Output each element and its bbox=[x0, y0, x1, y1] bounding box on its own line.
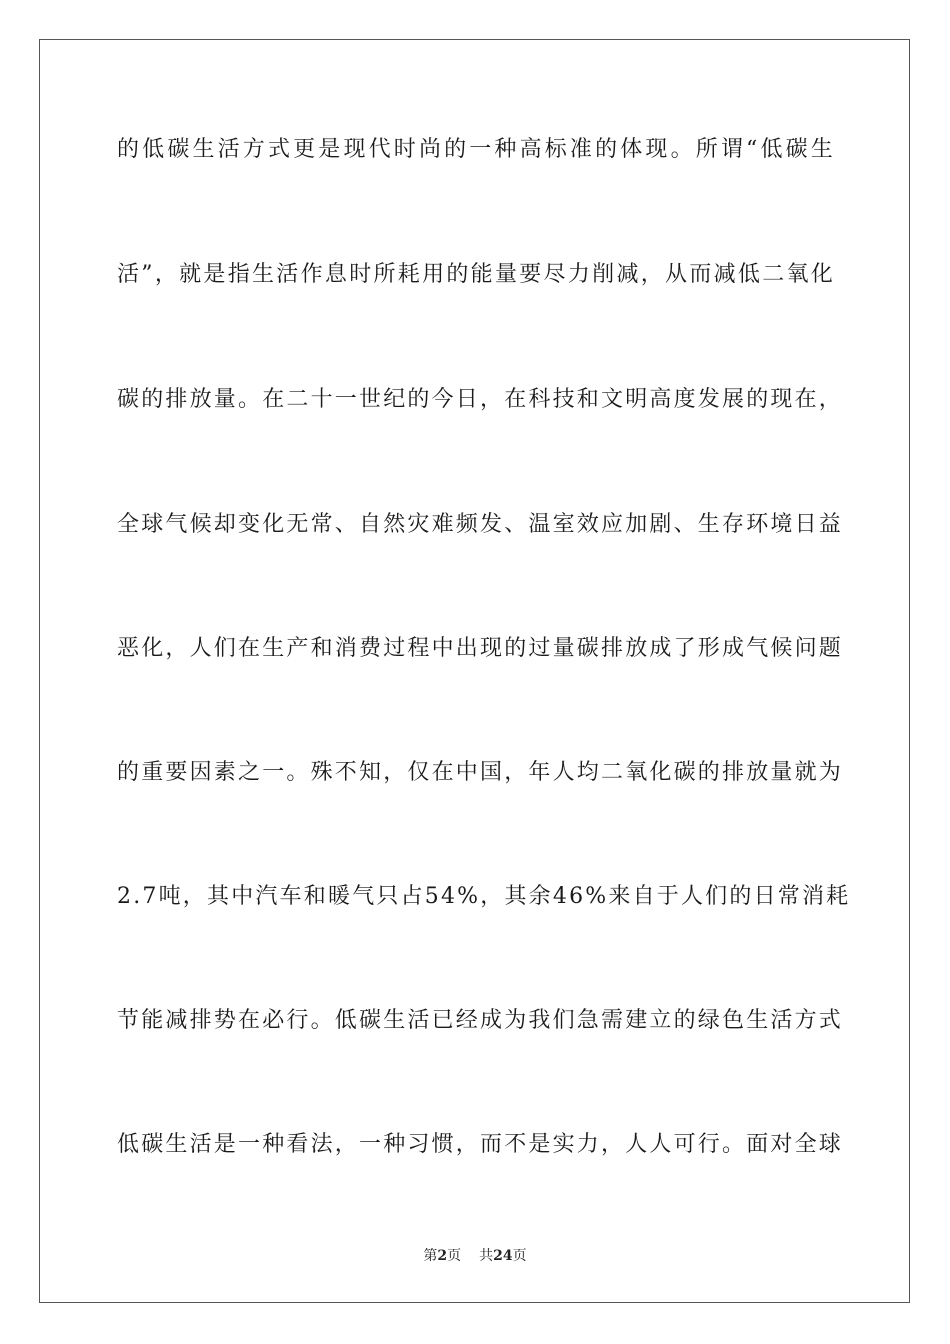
page-suffix: 页 bbox=[447, 1248, 462, 1264]
text-line-3: 碳的排放量。在二十一世纪的今日，在科技和文明高度发展的现在， bbox=[117, 387, 844, 412]
total-pages: 24 bbox=[493, 1248, 513, 1264]
text-line-6: 的重要因素之一。殊不知，仅在中国，年人均二氧化碳的排放量就为 bbox=[117, 760, 844, 785]
page-footer bbox=[0, 1247, 950, 1265]
page-number: 2 bbox=[437, 1248, 448, 1264]
text-line-1: 的低碳生活方式更是现代时尚的一种高标准的体现。所谓“低碳生 bbox=[117, 137, 835, 162]
text-line-7: 2.7吨，其中汽车和暖气只占54%，其余46%来自于人们的日常消耗 bbox=[117, 884, 851, 909]
text-line-8: 节能减排势在必行。低碳生活已经成为我们急需建立的绿色生活方式 bbox=[117, 1008, 844, 1033]
text-line-4: 全球气候却变化无常、自然灾难频发、温室效应加剧、生存环境日益 bbox=[117, 512, 844, 537]
text-line-5: 恶化，人们在生产和消费过程中出现的过量碳排放成了形成气候问题 bbox=[117, 636, 844, 661]
text-line-9: 低碳生活是一种看法，一种习惯，而不是实力，人人可行。面对全球 bbox=[117, 1132, 844, 1157]
total-suffix: 页 bbox=[512, 1248, 527, 1264]
total-prefix: 共 bbox=[479, 1248, 494, 1264]
page-border bbox=[39, 39, 910, 1303]
text-line-2: 活”，就是指生活作息时所耗用的能量要尽力削减，从而减低二氧化 bbox=[117, 262, 835, 287]
page-prefix: 第 bbox=[423, 1248, 438, 1264]
